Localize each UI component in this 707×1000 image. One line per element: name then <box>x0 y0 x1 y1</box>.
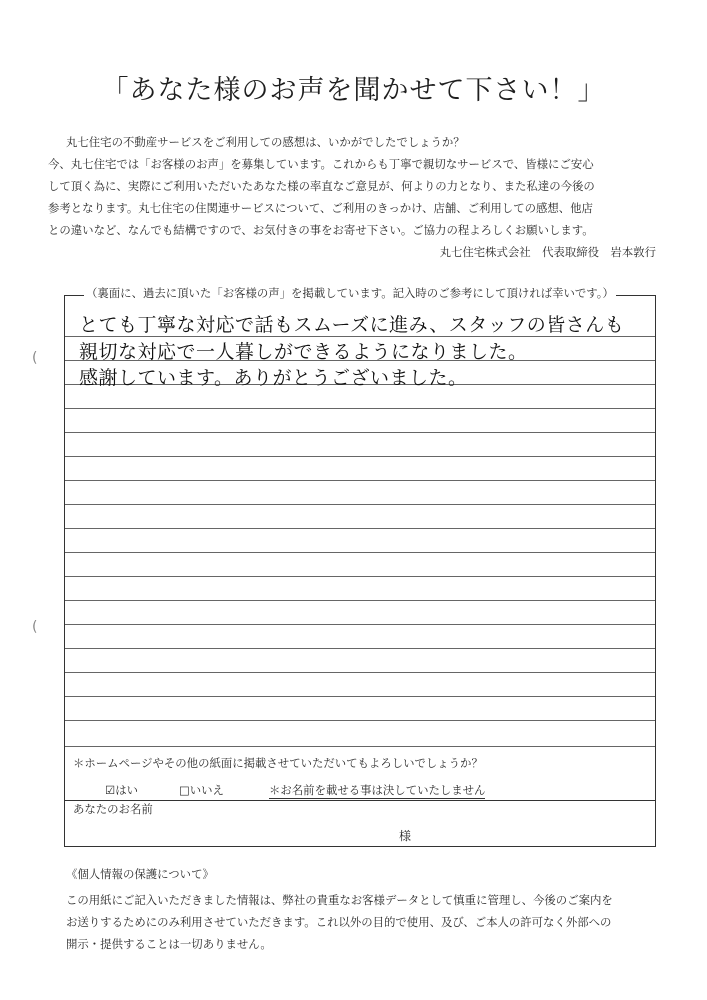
intro-line: して頂く為に、実際にご利用いただいたあなた様の率直なご意見が、何よりの力となり、また私達の今後の <box>48 179 595 193</box>
intro-text <box>48 131 668 241</box>
ruled-line <box>65 720 655 721</box>
name-honorific: 様 <box>399 829 412 843</box>
option-yes-checkbox[interactable]: ☑はい <box>105 783 138 797</box>
anonymity-note: ＊お名前を載せる事は決していたしません <box>269 783 486 797</box>
box-note: （裏面に、過去に頂いた「お客様の声」を掲載しています。記入時のご参考にして頂ければ幸いです。） <box>86 286 614 300</box>
intro-line: 参考となります。丸七住宅の住関連サービスについて、ご利用のきっかけ、店舗、ご利用しての感想、他店 <box>48 201 593 215</box>
page-title: 「あなた様のお声を聞かせて下さい！」 <box>101 75 606 106</box>
ruled-line <box>65 672 655 673</box>
ruled-line <box>65 552 655 553</box>
intro-line: 今、丸七住宅では「お客様のお声」を募集しています。これからも丁寧で親切なサービスで、皆様にご安心 <box>48 157 594 171</box>
ruled-line <box>65 408 655 409</box>
ruled-line <box>65 480 655 481</box>
ruled-line <box>65 576 655 577</box>
handwritten-comment-line[interactable]: とても丁寧な対応で話もスムーズに進み、スタッフの皆さんも <box>79 314 625 336</box>
ruled-line <box>65 624 655 625</box>
punch-hole-mark: ( <box>32 619 38 635</box>
handwritten-comment-line[interactable]: 感謝しています。ありがとうございました。 <box>79 367 468 389</box>
feedback-form-box <box>64 295 656 847</box>
privacy-text <box>66 889 613 955</box>
privacy-line: この用紙にご記入いただきました情報は、弊社の貴重なお客様データとして慎重に管理し、今後のご案内を <box>66 893 613 907</box>
punch-hole-mark: ( <box>32 350 38 366</box>
handwritten-comment-line[interactable]: 親切な対応で一人暮しができるようになりました。 <box>79 341 528 363</box>
ruled-line <box>65 528 655 529</box>
ruled-line <box>65 696 655 697</box>
signature: 丸七住宅株式会社 代表取締役 岩本敦行 <box>439 245 656 259</box>
privacy-heading: 《個人情報の保護について》 <box>66 867 214 881</box>
ruled-line <box>65 600 655 601</box>
ruled-line <box>65 432 655 433</box>
name-section-divider <box>65 800 655 801</box>
ruled-line <box>65 648 655 649</box>
name-field-label: あなたのお名前 <box>73 802 153 816</box>
permission-question: ＊ホームページやその他の紙面に掲載させていただいてもよろしいでしょうか？ <box>73 756 483 770</box>
intro-line: との違いなど、なんでも結構ですので、お気付きの事をお寄せ下さい。ご協力の程よろしくお願いします。 <box>48 223 594 237</box>
privacy-line: お送りするためにのみ利用させていただきます。これ以外の目的で使用、及び、ご本人の許可なく外部への <box>66 915 612 929</box>
ruled-line <box>65 504 655 505</box>
ruled-line <box>65 456 655 457</box>
privacy-line: 開示・提供することは一切ありません。 <box>66 937 272 951</box>
option-no-checkbox[interactable]: □いいえ <box>179 783 224 797</box>
intro-line: 丸七住宅の不動産サービスをご利用しての感想は、いかがでしたでしょうか？ <box>66 135 465 149</box>
ruled-line <box>65 746 655 747</box>
